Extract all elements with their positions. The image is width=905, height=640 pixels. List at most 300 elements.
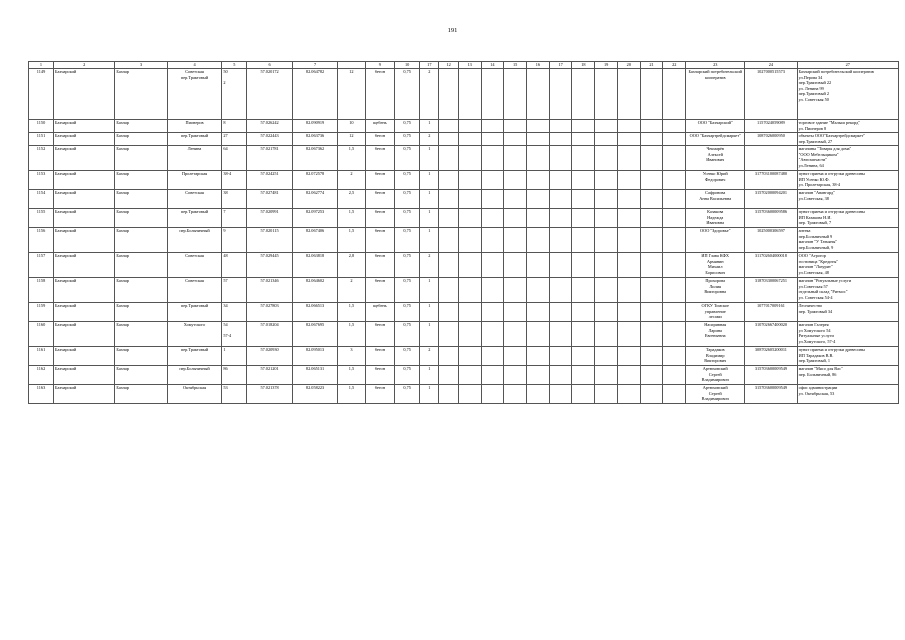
table-row xyxy=(29,133,899,146)
cell-house: 64 xyxy=(222,146,247,171)
cell-empty xyxy=(439,190,458,209)
cell-empty xyxy=(617,171,640,190)
cell-surface: бетон xyxy=(365,133,395,146)
cell-sources: магазин "Мясо для Вас" пер. Больничный, 86 xyxy=(797,366,898,385)
cell-empty xyxy=(439,120,458,133)
cell-locality: Бахчар xyxy=(115,133,167,146)
cell-owner: Казакова Надежда Ивановна xyxy=(686,209,745,228)
cell-empty xyxy=(481,120,504,133)
cell-owner: Сафронова Анна Васильевна xyxy=(686,190,745,209)
cell-street: Пролетарская xyxy=(167,171,222,190)
cell-ogrn: 315703600009549 xyxy=(745,366,797,385)
cell-surface: бетон xyxy=(365,209,395,228)
cell-house: 38 xyxy=(222,190,247,209)
cell-area: 2 xyxy=(338,171,365,190)
cell-cnt: 2 xyxy=(420,347,439,366)
cell-cnt: 1 xyxy=(420,120,439,133)
cell-lon: 82.064782 xyxy=(292,69,337,120)
cell-lon: 82.067695 xyxy=(292,322,337,347)
cell-cnt: 2 xyxy=(420,69,439,120)
cell-empty xyxy=(458,69,481,120)
cell-empty xyxy=(439,171,458,190)
cell-lat: 57.020172 xyxy=(247,69,292,120)
cell-surface: бетон xyxy=(365,278,395,303)
cell-lon: 82.095013 xyxy=(292,347,337,366)
cell-empty xyxy=(527,120,550,133)
cell-empty xyxy=(504,209,527,228)
cell-lat: 57.026242 xyxy=(247,120,292,133)
cell-empty xyxy=(595,385,618,404)
cell-empty xyxy=(572,120,595,133)
table-row xyxy=(29,278,899,303)
cell-empty xyxy=(617,120,640,133)
cell-empty xyxy=(663,253,686,278)
cell-empty xyxy=(572,278,595,303)
cell-owner: Прохорова Лилия Викторовна xyxy=(686,278,745,303)
cell-empty xyxy=(572,253,595,278)
cell-empty xyxy=(640,146,663,171)
cell-empty xyxy=(439,133,458,146)
cell-empty xyxy=(617,347,640,366)
cell-surface: бетон xyxy=(365,366,395,385)
cell-empty xyxy=(549,347,572,366)
cell-empty xyxy=(504,278,527,303)
column-header: 21 xyxy=(640,62,663,69)
cell-empty xyxy=(527,209,550,228)
cell-empty xyxy=(640,133,663,146)
cell-empty xyxy=(663,171,686,190)
cell-empty xyxy=(663,303,686,322)
cell-lat: 57.020115 xyxy=(247,228,292,253)
cell-empty xyxy=(572,385,595,404)
cell-empty xyxy=(439,209,458,228)
cell-empty xyxy=(527,69,550,120)
cell-surface: бетон xyxy=(365,228,395,253)
table-row xyxy=(29,253,899,278)
cell-street: пер.Трактовый xyxy=(167,347,222,366)
cell-empty xyxy=(663,133,686,146)
column-header: 17 xyxy=(549,62,572,69)
cell-lon: 82.072578 xyxy=(292,171,337,190)
cell-cnt: 1 xyxy=(420,322,439,347)
cell-sources: пункт приема и отгрузки древесины ИП Тарадаков В.В. пер.Трактовый, 1 xyxy=(797,347,898,366)
cell-empty xyxy=(617,253,640,278)
cell-owner: ИП Глава КФХ Армянин Михаил Борисович xyxy=(686,253,745,278)
cell-empty xyxy=(617,278,640,303)
cell-empty xyxy=(572,171,595,190)
cell-lat: 57.027803 xyxy=(247,303,292,322)
cell-empty xyxy=(549,190,572,209)
cell-empty xyxy=(458,366,481,385)
cell-surface: бетон xyxy=(365,322,395,347)
cell-locality: Бахчар xyxy=(115,171,167,190)
cell-empty xyxy=(663,69,686,120)
cell-locality: Бахчар xyxy=(115,253,167,278)
cell-empty xyxy=(549,133,572,146)
cell-surface: бетон xyxy=(365,69,395,120)
cell-cnt: 1 xyxy=(420,278,439,303)
cell-empty xyxy=(527,366,550,385)
cell-lon: 82.063818 xyxy=(292,253,337,278)
cell-house: 9 xyxy=(222,228,247,253)
column-header xyxy=(338,62,365,69)
cell-empty xyxy=(640,303,663,322)
column-header: 13 xyxy=(458,62,481,69)
cell-vol: 0,75 xyxy=(395,171,420,190)
cell-ogrn: 317703100087480 xyxy=(745,171,797,190)
cell-ogrn: 308702605200011 xyxy=(745,347,797,366)
page-number: 191 xyxy=(447,27,458,34)
cell-empty xyxy=(640,322,663,347)
cell-empty xyxy=(527,278,550,303)
cell-lon: 82.090919 xyxy=(292,120,337,133)
cell-empty xyxy=(549,228,572,253)
column-header: 6 xyxy=(247,62,292,69)
cell-empty xyxy=(439,69,458,120)
cell-empty xyxy=(640,120,663,133)
cell-vol: 0,75 xyxy=(395,209,420,228)
cell-ogrn: 311702604000018 xyxy=(745,253,797,278)
cell-empty xyxy=(595,253,618,278)
cell-sources: пункт приема и отгрузки древесины ИП Казакова Н.И. пер. Трактовый, 7 xyxy=(797,209,898,228)
cell-street: пер.Трактовый xyxy=(167,303,222,322)
cell-area: 10 xyxy=(338,120,365,133)
cell-district: Бахчарский xyxy=(54,120,115,133)
cell-empty xyxy=(439,278,458,303)
column-header: 3 xyxy=(115,62,167,69)
cell-owner: Тарадаков Владимир Викторович xyxy=(686,347,745,366)
cell-empty xyxy=(595,133,618,146)
cell-cnt: 1 xyxy=(420,209,439,228)
table-row xyxy=(29,303,899,322)
cell-ogrn: 1157024059089 xyxy=(745,120,797,133)
cell-empty xyxy=(504,228,527,253)
column-header: 27 xyxy=(797,62,898,69)
cell-empty xyxy=(549,120,572,133)
cell-surface: бетон xyxy=(365,190,395,209)
cell-owner: Бахчарский потребительский кооператив xyxy=(686,69,745,120)
cell-locality: Бахчар xyxy=(115,190,167,209)
cell-empty xyxy=(481,190,504,209)
cell-house: 53 xyxy=(222,385,247,404)
cell-surface: бетон xyxy=(365,171,395,190)
cell-surface: бетон xyxy=(365,347,395,366)
cell-lat: 57.018204 xyxy=(247,322,292,347)
cell-empty xyxy=(595,322,618,347)
cell-house: 34 xyxy=(222,303,247,322)
cell-cnt: 1 xyxy=(420,303,439,322)
cell-sources: торговое здание "Малыш рекорд" ул. Пионеров 8 xyxy=(797,120,898,133)
cell-empty xyxy=(481,385,504,404)
cell-empty xyxy=(527,228,550,253)
cell-empty xyxy=(640,347,663,366)
cell-house: 57 xyxy=(222,278,247,303)
cell-district: Бахчарский xyxy=(54,133,115,146)
cell-sources: Бахчарский потребительский кооператив ул.Перова 34 пер.Трактовый 22 ул. Ленина 99 пер.Трактовый 2 ул. Советская 50 xyxy=(797,69,898,120)
cell-locality: Бахчар xyxy=(115,120,167,133)
cell-empty xyxy=(572,209,595,228)
cell-empty xyxy=(640,190,663,209)
cell-sources: магазины "Товары для дома" "ООО Мебельщиком" "Автозапчасти" ул.Ленина, 64 xyxy=(797,146,898,171)
cell-empty xyxy=(458,228,481,253)
cell-locality: Бахчар xyxy=(115,146,167,171)
cell-sources: пункт приема и отгрузки древесины ИП Усенко Ю.Ф. ул. Пролетарская, 38-4 xyxy=(797,171,898,190)
cell-vol: 0,75 xyxy=(395,303,420,322)
cell-empty xyxy=(595,228,618,253)
cell-ogrn: 315703600009549 xyxy=(745,385,797,404)
cell-lon: 82.064602 xyxy=(292,278,337,303)
cell-area: 2 xyxy=(338,278,365,303)
cell-vol: 0,75 xyxy=(395,69,420,120)
cell-lat: 57.021781 xyxy=(247,146,292,171)
cell-empty xyxy=(640,69,663,120)
cell-empty xyxy=(504,366,527,385)
table-row xyxy=(29,322,899,347)
cell-empty xyxy=(549,385,572,404)
cell-empty xyxy=(458,133,481,146)
cell-lat: 57.027481 xyxy=(247,190,292,209)
cell-vol: 0,75 xyxy=(395,322,420,347)
cell-lat: 57.021346 xyxy=(247,278,292,303)
cell-empty xyxy=(595,190,618,209)
cell-house: 8 xyxy=(222,120,247,133)
cell-empty xyxy=(458,209,481,228)
cell-area: 1,5 xyxy=(338,385,365,404)
cell-locality: Бахчар xyxy=(115,322,167,347)
cell-empty xyxy=(617,133,640,146)
cell-empty xyxy=(663,347,686,366)
cell-lon: 82.058223 xyxy=(292,385,337,404)
cell-vol: 0,75 xyxy=(395,347,420,366)
table-header xyxy=(29,62,899,69)
cell-empty xyxy=(572,69,595,120)
column-header: 1 xyxy=(29,62,54,69)
cell-empty xyxy=(481,253,504,278)
cell-surface: бетон xyxy=(365,146,395,171)
cell-n: 1163 xyxy=(29,385,54,404)
table-row xyxy=(29,228,899,253)
cell-house: 38-4 xyxy=(222,171,247,190)
cell-lon: 82.062774 xyxy=(292,190,337,209)
cell-lat: 57.020930 xyxy=(247,347,292,366)
cell-vol: 0,75 xyxy=(395,120,420,133)
cell-empty xyxy=(663,146,686,171)
cell-cnt: 2 xyxy=(420,133,439,146)
cell-empty xyxy=(663,209,686,228)
cell-empty xyxy=(549,146,572,171)
column-header: 2 xyxy=(54,62,115,69)
cell-empty xyxy=(458,322,481,347)
cell-empty xyxy=(572,303,595,322)
cell-ogrn: 310702667400020 xyxy=(745,322,797,347)
cell-sources: магазин Галерея ул Хомутского 54 Ритуальные услуги ул.Хомутского, 57-4 xyxy=(797,322,898,347)
cell-empty xyxy=(458,303,481,322)
cell-empty xyxy=(663,190,686,209)
cell-ogrn: 1087026000950 xyxy=(745,133,797,146)
column-header: 15 xyxy=(504,62,527,69)
cell-empty xyxy=(617,209,640,228)
cell-empty xyxy=(481,303,504,322)
cell-surface: бетон xyxy=(365,385,395,404)
cell-area: 2,5 xyxy=(338,190,365,209)
cell-ogrn: 318703300067251 xyxy=(745,278,797,303)
cell-n: 1153 xyxy=(29,171,54,190)
cell-owner: ОГКУ Томское управление лесами xyxy=(686,303,745,322)
cell-locality: Бахчар xyxy=(115,228,167,253)
cell-empty xyxy=(617,228,640,253)
cell-empty xyxy=(504,385,527,404)
table-row xyxy=(29,347,899,366)
cell-n: 1154 xyxy=(29,190,54,209)
cell-lat: 57.029445 xyxy=(247,253,292,278)
cell-n: 1162 xyxy=(29,366,54,385)
cell-area: 1,5 xyxy=(338,303,365,322)
cell-empty xyxy=(527,303,550,322)
cell-surface: щебень xyxy=(365,303,395,322)
cell-cnt: 1 xyxy=(420,385,439,404)
cell-empty xyxy=(663,322,686,347)
cell-lon: 82.065131 xyxy=(292,366,337,385)
cell-vol: 0,75 xyxy=(395,228,420,253)
cell-n: 1161 xyxy=(29,347,54,366)
cell-house: 50 2 xyxy=(222,69,247,120)
cell-owner: Насиривная Ларина Евгеньевна xyxy=(686,322,745,347)
cell-owner: ООО "Бахчарский" xyxy=(686,120,745,133)
cell-empty xyxy=(458,385,481,404)
cell-empty xyxy=(527,253,550,278)
cell-empty xyxy=(595,278,618,303)
cell-n: 1155 xyxy=(29,209,54,228)
cell-lat: 57.021378 xyxy=(247,385,292,404)
cell-empty xyxy=(617,69,640,120)
cell-locality: Бахчар xyxy=(115,385,167,404)
cell-surface: бетон xyxy=(365,253,395,278)
table-row xyxy=(29,171,899,190)
cell-lat: 57.021201 xyxy=(247,366,292,385)
cell-empty xyxy=(439,347,458,366)
cell-empty xyxy=(572,347,595,366)
table-row xyxy=(29,69,899,120)
cell-empty xyxy=(504,171,527,190)
cell-empty xyxy=(504,303,527,322)
cell-area: 1,5 xyxy=(338,322,365,347)
column-header: 19 xyxy=(595,62,618,69)
cell-locality: Бахчар xyxy=(115,303,167,322)
cell-n: 1151 xyxy=(29,133,54,146)
cell-cnt: 1 xyxy=(420,366,439,385)
cell-lon: 82.067406 xyxy=(292,228,337,253)
cell-empty xyxy=(572,133,595,146)
cell-empty xyxy=(549,278,572,303)
cell-empty xyxy=(439,322,458,347)
cell-empty xyxy=(439,303,458,322)
cell-empty xyxy=(595,120,618,133)
cell-owner: Артюховский Сергей Владимирович xyxy=(686,366,745,385)
cell-sources: магазин "Ритуальные услуги ул.Советская 57 отдельный склад "Ритмос" ул. Советская 54-4 xyxy=(797,278,898,303)
cell-empty xyxy=(572,228,595,253)
cell-house: 54 57-4 xyxy=(222,322,247,347)
cell-vol: 0,75 xyxy=(395,190,420,209)
cell-empty xyxy=(439,366,458,385)
column-header: 24 xyxy=(745,62,797,69)
cell-empty xyxy=(527,146,550,171)
cell-empty xyxy=(549,303,572,322)
column-header: 16 xyxy=(527,62,550,69)
cell-cnt: 1 xyxy=(420,190,439,209)
column-header: 20 xyxy=(617,62,640,69)
cell-ogrn: 1025000306597 xyxy=(745,228,797,253)
cell-empty xyxy=(663,228,686,253)
cell-lat: 57.020991 xyxy=(247,209,292,228)
cell-street: пер.Трактовый xyxy=(167,133,222,146)
cell-locality: Бахчар xyxy=(115,69,167,120)
cell-surface: щебень xyxy=(365,120,395,133)
cell-cnt: 1 xyxy=(420,228,439,253)
cell-lat: 57.024251 xyxy=(247,171,292,190)
cell-empty xyxy=(663,385,686,404)
column-header: 23 xyxy=(686,62,745,69)
cell-empty xyxy=(439,146,458,171)
cell-lon: 82.067362 xyxy=(292,146,337,171)
cell-area: 3 xyxy=(338,347,365,366)
cell-n: 1157 xyxy=(29,253,54,278)
cell-empty xyxy=(549,253,572,278)
cell-empty xyxy=(572,146,595,171)
cell-district: Бахчарский xyxy=(54,209,115,228)
cell-district: Бахчарский xyxy=(54,69,115,120)
cell-n: 1158 xyxy=(29,278,54,303)
cell-ogrn: 315702000094201 xyxy=(745,190,797,209)
cell-sources: аптека пер.Больничный 9 магазин "У Татьяны" пер.Больничный, 9 xyxy=(797,228,898,253)
cell-locality: Бахчар xyxy=(115,366,167,385)
cell-owner: Чекмарёв Алексей Иванович xyxy=(686,146,745,171)
column-header: 18 xyxy=(572,62,595,69)
table-row xyxy=(29,120,899,133)
cell-empty xyxy=(640,385,663,404)
cell-lon: 82.066513 xyxy=(292,303,337,322)
cell-house: 48 xyxy=(222,253,247,278)
cell-empty xyxy=(439,253,458,278)
column-header: 5 xyxy=(222,62,247,69)
cell-house: 86 xyxy=(222,366,247,385)
cell-ogrn: 1077017009161 xyxy=(745,303,797,322)
cell-district: Бахчарский xyxy=(54,190,115,209)
cell-district: Бахчарский xyxy=(54,366,115,385)
cell-n: 1156 xyxy=(29,228,54,253)
column-header: 7 xyxy=(292,62,337,69)
cell-district: Бахчарский xyxy=(54,278,115,303)
cell-empty xyxy=(572,322,595,347)
cell-empty xyxy=(458,347,481,366)
cell-empty xyxy=(640,171,663,190)
column-header: 9 xyxy=(365,62,395,69)
cell-vol: 0,75 xyxy=(395,253,420,278)
cell-empty xyxy=(458,171,481,190)
cell-ogrn xyxy=(745,146,797,171)
cell-district: Бахчарский xyxy=(54,228,115,253)
cell-locality: Бахчар xyxy=(115,209,167,228)
header-row xyxy=(29,62,899,69)
cell-area: 1,5 xyxy=(338,146,365,171)
cell-street: пер.Больничный xyxy=(167,366,222,385)
cell-district: Бахчарский xyxy=(54,385,115,404)
cell-empty xyxy=(458,146,481,171)
cell-n: 1160 xyxy=(29,322,54,347)
cell-district: Бахчарский xyxy=(54,146,115,171)
cell-empty xyxy=(595,347,618,366)
cell-area: 1,5 xyxy=(338,228,365,253)
cell-vol: 0,75 xyxy=(395,146,420,171)
